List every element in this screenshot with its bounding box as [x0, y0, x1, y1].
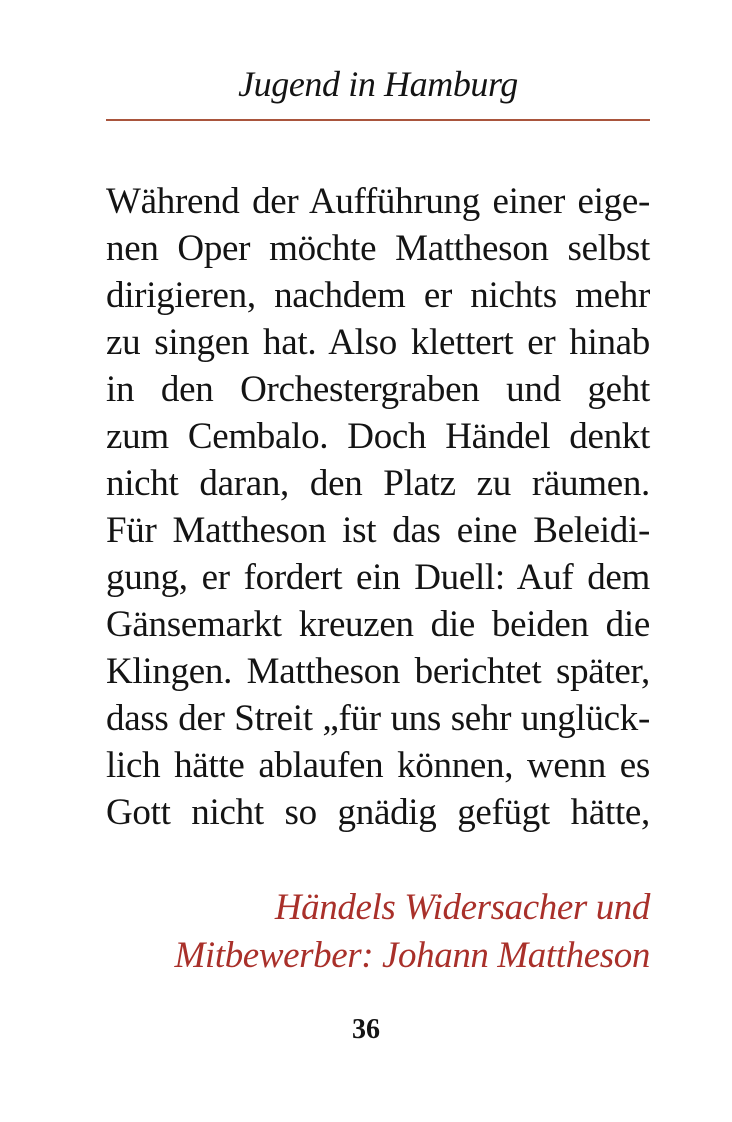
body-line: zu singen hat. Also klettert er hinab: [106, 322, 650, 363]
body-line: nen Oper möchte Mattheson selbst: [106, 228, 650, 269]
body-line: zum Cembalo. Doch Händel denkt: [106, 416, 650, 457]
body-line: lich hätte ablaufen können, wenn es: [106, 745, 650, 786]
body-line: Während der Aufführung einer eige-: [106, 181, 650, 222]
caption-line: Mitbewerber: Johann Mattheson: [174, 935, 650, 976]
body-line: nicht daran, den Platz zu räumen.: [106, 463, 650, 504]
body-line: dass der Streit „für uns sehr unglück-: [106, 698, 650, 739]
body-line: in den Orchestergraben und geht: [106, 369, 650, 410]
body-line: dirigieren, nachdem er nichts mehr: [106, 275, 650, 316]
body-paragraph: [106, 178, 650, 836]
body-line: Gott nicht so gnädig gefügt hätte,: [106, 792, 650, 833]
image-caption: [90, 884, 650, 980]
caption-line: Händels Widersacher und: [274, 887, 650, 928]
body-line: Für Mattheson ist das eine Beleidi-: [106, 510, 650, 551]
body-line: Gänsemarkt kreuzen die beiden die: [106, 604, 650, 645]
page-number: 36: [352, 1014, 380, 1045]
running-title: Jugend in Hamburg: [238, 64, 518, 104]
header-rule: [106, 119, 650, 121]
body-line: gung, er fordert ein Duell: Auf dem: [106, 557, 650, 598]
body-line: Klingen. Mattheson berichtet später,: [106, 651, 650, 692]
